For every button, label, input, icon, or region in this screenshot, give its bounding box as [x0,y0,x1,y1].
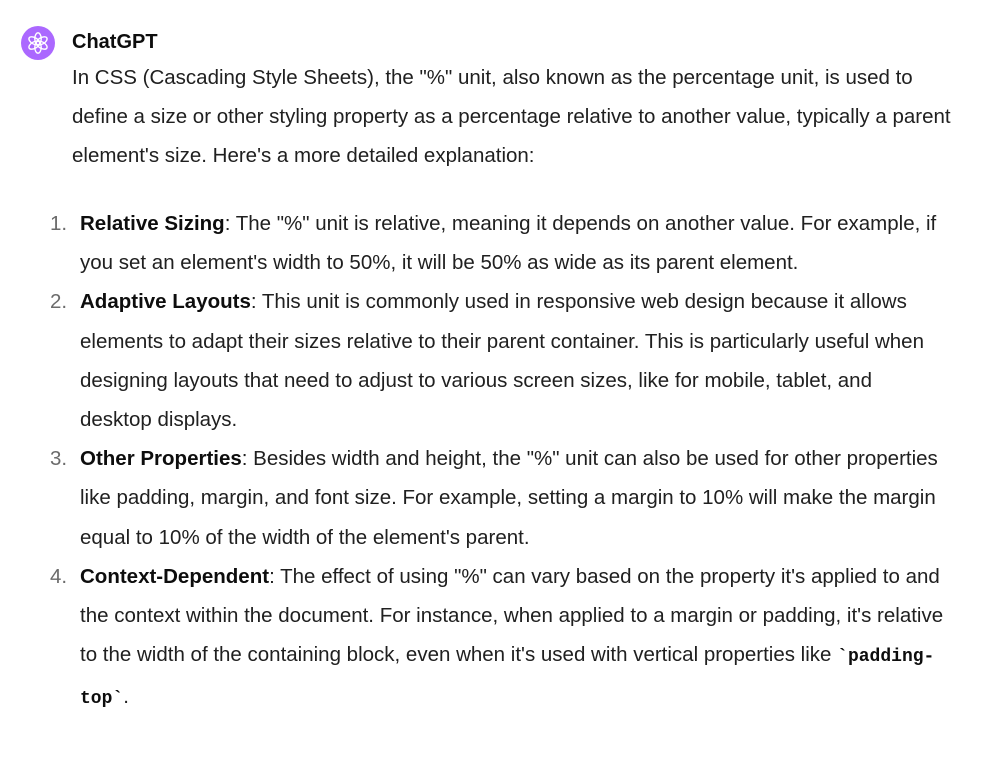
chatgpt-avatar [21,26,55,60]
list-number: 1. [50,212,68,235]
list-number: 3. [50,447,68,471]
intro-paragraph: In CSS (Cascading Style Sheets), the "%" unit, also known as the percentage unit, is used to define a size or other styling property as a percentage relative to another value, typically a parent element's size. Here's a more detailed explanation: [72,66,951,168]
list-item [48,204,948,282]
list-item [48,282,948,439]
list-term: Other Properties [80,447,242,471]
message-author: ChatGPT [72,31,158,53]
list-text: : The effect of using "%" can vary based on the property it's applied to and the context within the document. For instance, when applied to a margin or padding, it's relative to the width of the containing block, even when it's used with vertical properties like [80,564,944,667]
explanation-list [48,204,948,720]
list-text: : The "%" unit is relative, meaning it depends on another value. For example, if you set an element's width to 50%, it will be 50% as wide as its parent element. [80,212,937,275]
list-term: Relative Sizing [80,212,225,235]
list-item [48,557,948,720]
inline-code: `padding-top` [80,647,935,710]
list-text: : Besides width and height, the "%" unit can also be used for other properties like padding, margin, and font size. For example, setting a margin to 10% will make the margin equal to 10% of the width of the element's parent. [80,447,938,549]
list-number: 4. [50,564,68,588]
list-item [48,439,948,557]
list-text-end: . [123,685,129,709]
list-term: Adaptive Layouts [80,290,251,314]
list-text: : This unit is commonly used in responsive web design because it allows elements to adapt their sizes relative to their parent container. This is particularly useful when designing layouts that need to adjust to various screen sizes, like for mobile, tablet, and desktop displays. [80,290,924,432]
list-number: 2. [50,290,68,314]
list-term: Context-Dependent [80,564,270,588]
openai-logo-icon [26,31,50,55]
